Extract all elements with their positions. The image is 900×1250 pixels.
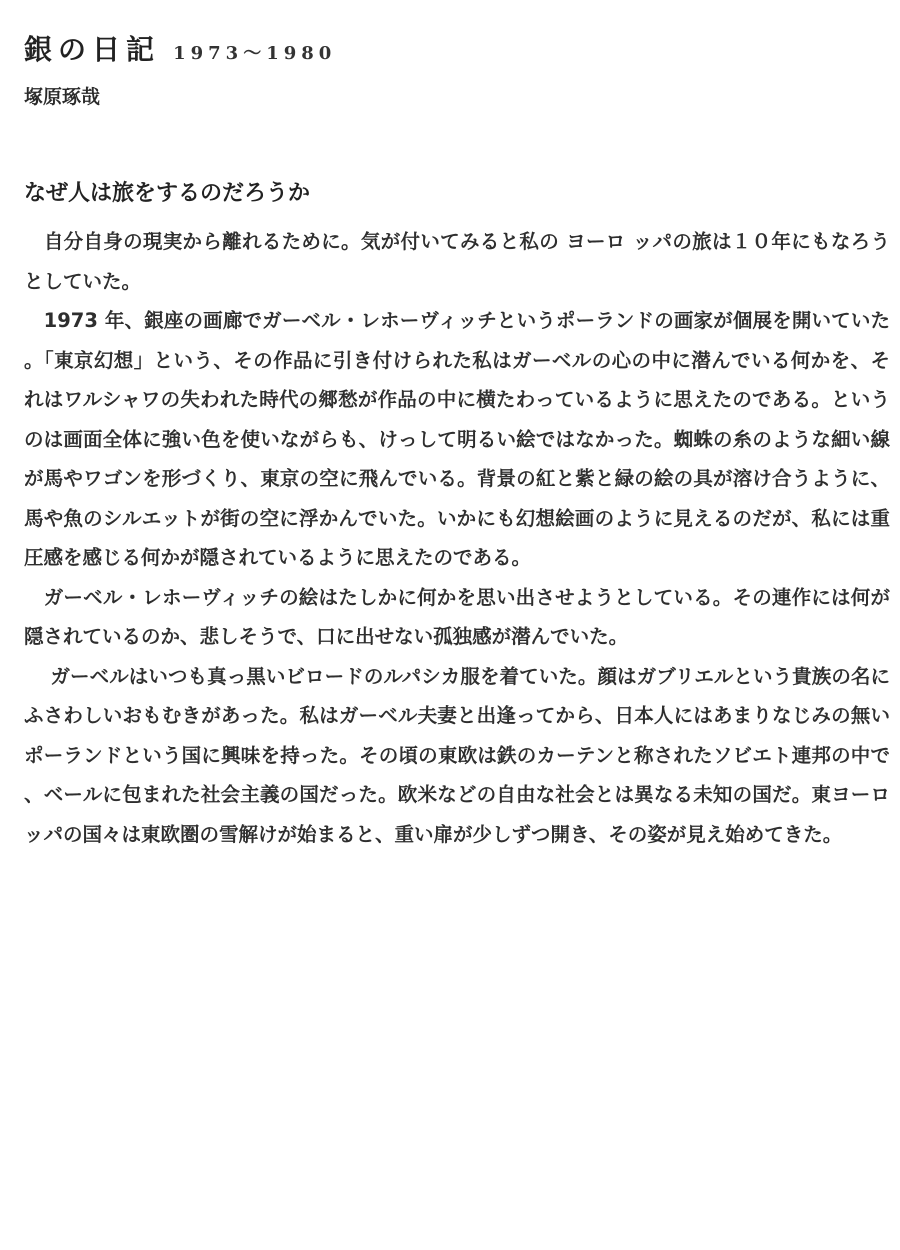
document-years: 1973～1980 (173, 43, 337, 64)
body-text (24, 222, 890, 854)
title-row (24, 28, 336, 68)
author-name: 塚原琢哉 (24, 86, 101, 108)
document-title: 銀の日記 (24, 33, 161, 66)
paragraph: ガーベルはいつも真っ黒いビロードのルパシカ服を着ていた。顔はガブリエルという貴族の名にふさわしいおもむきがあった。私はガーベル夫妻と出逢ってから、日本人にはあまりなじみの無いポーランドという国に興味を持った。その頃の東欧は鉄のカーテンと称されたソビエト連邦の中で、ベールに包まれた社会主義の国だった。欧米などの自由な社会とは異なる未知の国だ。東ヨーロッパの国々は東欧圏の雪解けが始まると、重い扉が少しずつ開き、その姿が見え始めてきた。 (24, 664, 890, 846)
paragraph: 自分自身の現実から離れるために。気が付いてみると私の ヨーロ ッパの旅は１０年にもなろうとしていた。 (24, 230, 890, 293)
paragraph: 1973 年、銀座の画廊でガーベル・レホーヴィッチというポーランドの画家が個展を開いていた。「東京幻想」という、その作品に引き付けられた私はガーベルの心の中に潜んでいる何かを、それはワルシャワの失われた時代の郷愁が作品の中に横たわっているように思えたのである。というのは画面全体に強い色を使いながらも、けっして明るい絵ではなかった。蜘蛛の糸のような細い線が馬やワゴンを形づくり、東京の空に飛んでいる。背景の紅と紫と緑の絵の具が溶け合うように、馬や魚のシルエットが街の空に浮かんでいた。いかにも幻想絵画のように見えるのだが、私には重圧感を感じる何かが隠されているように思えたのである。 (24, 309, 890, 569)
section-heading: なぜ人は旅をするのだろうか (24, 181, 311, 206)
paragraph: ガーベル・レホーヴィッチの絵はたしかに何かを思い出させようとしている。その連作には何が隠されているのか、悲しそうで、口に出せない孤独感が潜んでいた。 (24, 585, 890, 648)
